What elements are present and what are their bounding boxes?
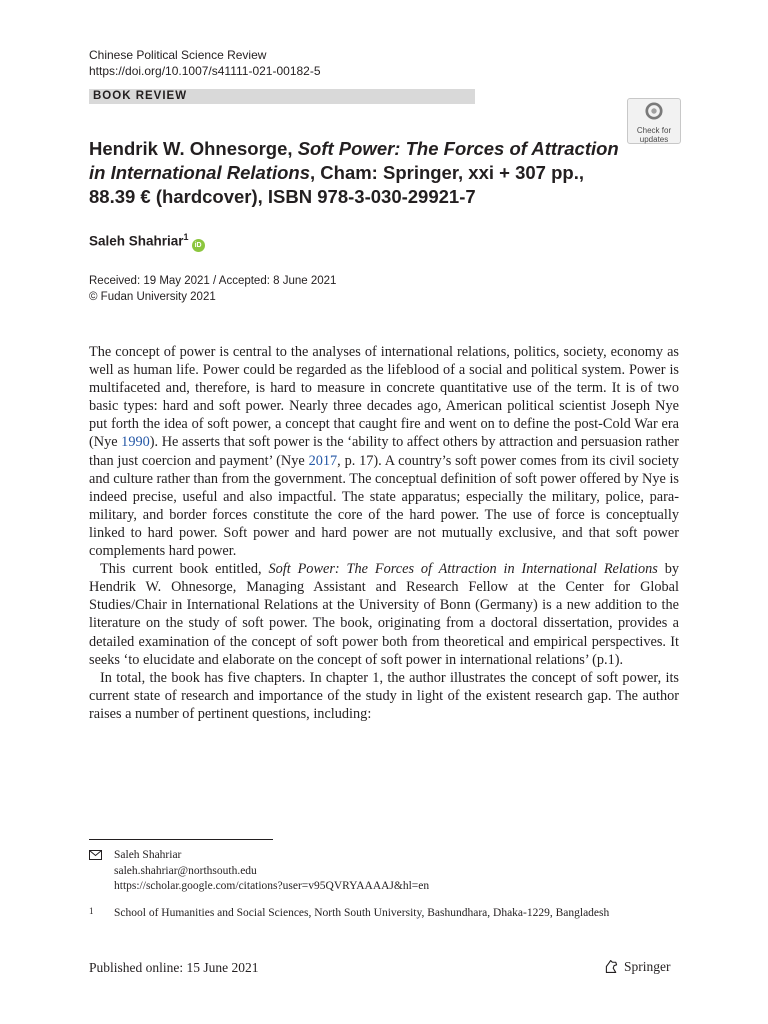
contact-email[interactable]: saleh.shahriar@northsouth.edu [114, 864, 257, 877]
affiliation-text: School of Humanities and Social Sciences, North South University, Bashundhara, Dhaka-1229, Bangladesh [114, 907, 610, 919]
badge-line-1: Check for [636, 126, 672, 135]
author-name: Saleh Shahriar [89, 233, 184, 249]
publisher-logo [603, 958, 671, 975]
paragraph-2 [89, 560, 679, 669]
received-accepted: Received: 19 May 2021 / Accepted: 8 June 2021 [89, 275, 337, 287]
article-title [89, 137, 629, 209]
affiliation-number: 1 [89, 906, 94, 916]
section-label-bar [89, 89, 475, 104]
p1-text-b: ). He asserts that soft power is the ‘ability to affect others by attraction and persuasion rather than just coercion and payment’ (Nye [89, 434, 679, 469]
author-line [89, 232, 205, 252]
p2-text-a: This current book entitled, [100, 561, 269, 578]
springer-horse-icon [603, 958, 620, 975]
section-label: BOOK REVIEW [93, 90, 188, 102]
citation-link-2017[interactable]: 2017 [308, 452, 338, 469]
p2-book-title: Soft Power: The Forces of Attraction in International Relations [268, 561, 658, 578]
p2-text-b: by Hendrik W. Ohnesorge, Managing Assistant and Research Fellow at the Center for Global Studies/Chair in International Relations at the University of Bonn (Germany) is a new addition to the literature on the study of soft power. The book, originating from a doctoral dissertation, provides a detailed examination of the concept of soft power both from theoretical and empirical perspectives. It seeks ‘to elucidate and elaborate on the concept of soft power in international relations’ (p.1). [89, 561, 680, 668]
journal-header [89, 47, 321, 79]
footnote-divider [89, 839, 273, 840]
copyright-line: © Fudan University 2021 [89, 291, 216, 303]
paragraph-1 [89, 343, 679, 560]
envelope-icon [89, 850, 102, 860]
contact-scholar-link[interactable]: https://scholar.google.com/citations?user=v95QVRYAAAAJ&hl=en [114, 880, 430, 892]
citation-link-1990[interactable]: 1990 [121, 434, 150, 451]
author-affiliation-mark: 1 [183, 232, 189, 242]
title-book: Soft Power: The Forces of Attraction in International Relations [89, 138, 619, 183]
contact-name: Saleh Shahriar [114, 849, 182, 861]
p1-text-a: The concept of power is central to the analyses of international relations, politics, society, economy as well as human life. Power could be regarded as the lifeblood of a social and political system. Power is multifaceted and, therefore, is hard to measure in concrete quantitative use of the term. It is of two basic types: hard and soft power. Nearly three decades ago, American political scientist Joseph Nye put forth the idea of soft power, a concept that caught fire and went on to define the post-Cold War era (Nye [89, 344, 679, 451]
orcid-icon[interactable]: iD [192, 239, 205, 252]
check-for-updates-badge[interactable] [627, 98, 681, 144]
title-author: Hendrik W. Ohnesorge, [89, 138, 298, 159]
doi-link[interactable]: https://doi.org/10.1007/s41111-021-00182-5 [89, 64, 321, 78]
check-updates-icon [645, 102, 663, 120]
badge-line-2: updates [639, 135, 669, 144]
paragraph-3: In total, the book has five chapters. In chapter 1, the author illustrates the concept of soft power, its current state of research and importance of the study in light of the existent research gap. The author raises a number of pertinent questions, including: [89, 669, 679, 722]
body-text [89, 343, 679, 723]
published-online: Published online: 15 June 2021 [89, 960, 259, 975]
article-dates [89, 273, 336, 305]
title-details: , Cham: Springer, xxi + 307 pp., 88.39 € (hardcover), ISBN 978-3-030-29921-7 [89, 162, 584, 207]
publisher-name: Springer [624, 958, 671, 974]
p1-text-c: , p. 17). A country’s soft power comes from its civil society and culture rather than from the government. The conceptual definition of soft power offered by Nye is indeed precise, useful and also impactful. The state apparatus; especially the military, police, para-military, and border forces constitute the core of the hard power. The use of force is conceptually linked to hard power. Soft power and hard power are not mutually exclusive, and that soft power complements hard power. [89, 452, 679, 560]
journal-name: Chinese Political Science Review [89, 48, 267, 62]
